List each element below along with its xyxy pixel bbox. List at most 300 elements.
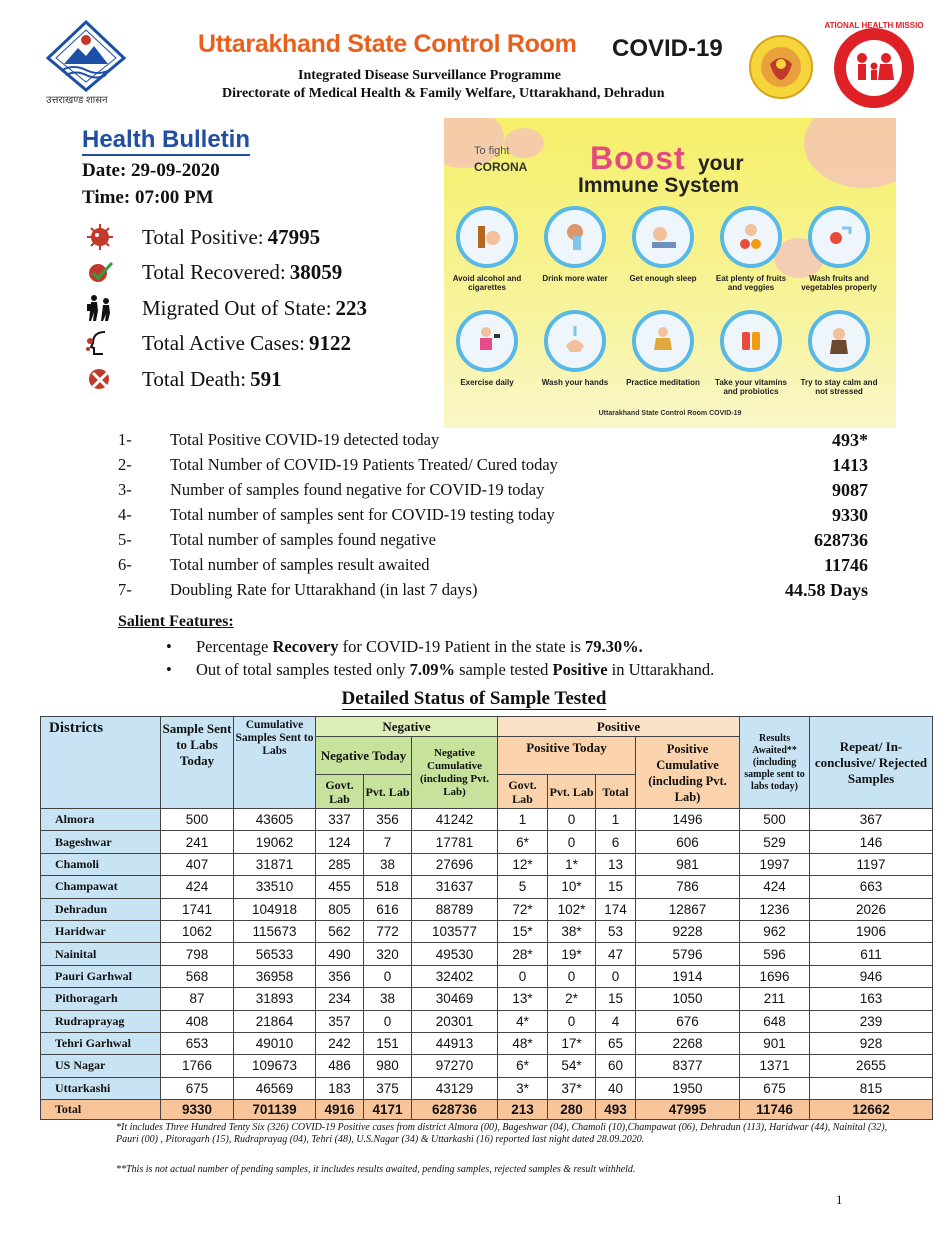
- vitamins-icon: [720, 310, 782, 372]
- cell: 280: [548, 1100, 596, 1120]
- poster-boost: Boost: [590, 140, 686, 176]
- cell: 15*: [498, 920, 548, 942]
- summary-item: [118, 455, 868, 479]
- summary-item: [118, 430, 868, 454]
- cell: 241: [161, 831, 234, 853]
- cell: 9228: [636, 920, 740, 942]
- tip-sleep: [620, 206, 706, 283]
- covid-badge: [612, 35, 723, 63]
- poster-immune-system: Immune System: [578, 174, 740, 197]
- cell: 37*: [548, 1077, 596, 1099]
- cell: 980: [364, 1055, 412, 1077]
- bullet-text: in Uttarakhand.: [607, 660, 715, 679]
- header-subtitle-directorate: Directorate of Medical Health & Family Welfare, Uttarakhand, Dehradun: [222, 86, 665, 101]
- cell: 1914: [636, 965, 740, 987]
- cell: 653: [161, 1032, 234, 1054]
- wash-hands-icon: [544, 310, 606, 372]
- cell: 104918: [234, 898, 316, 920]
- idsp-logo: [748, 34, 814, 100]
- cell: 798: [161, 943, 234, 965]
- cell: 32402: [412, 965, 498, 987]
- item-text: Doubling Rate for Uttarakhand (in last 7 days): [170, 580, 478, 599]
- item-value: 493*: [832, 430, 868, 450]
- stat-label: Total Active Cases:: [142, 330, 305, 355]
- summary-item: [118, 580, 868, 604]
- cell: 151: [364, 1032, 412, 1054]
- district-name: Champawat: [41, 876, 161, 898]
- cell: 375: [364, 1077, 412, 1099]
- col-pos-pvt-lab: Pvt. Lab: [548, 775, 596, 809]
- drink-water-icon: [544, 206, 606, 268]
- cell: 0: [548, 1010, 596, 1032]
- cell: 1050: [636, 988, 740, 1010]
- cell: 56533: [234, 943, 316, 965]
- table-row: [41, 1055, 933, 1077]
- stat-label: Total Recovered:: [142, 259, 286, 284]
- col-cumulative-sent: Cumulative Samples Sent to Labs: [234, 717, 316, 809]
- poster-to-fight: To fight: [474, 145, 510, 157]
- tip-exercise: [444, 310, 530, 387]
- cell: 529: [740, 831, 810, 853]
- cell: 6*: [498, 831, 548, 853]
- cell: 47995: [636, 1100, 740, 1120]
- cell: 31871: [234, 853, 316, 875]
- control-room-title: Uttarakhand State Control Room: [198, 30, 577, 58]
- cell: 6: [596, 831, 636, 853]
- cell: 40: [596, 1077, 636, 1099]
- item-number: 5-: [118, 530, 132, 549]
- salient-bullet-positivity: [170, 660, 714, 680]
- exercise-icon: [456, 310, 518, 372]
- cell: 54*: [548, 1055, 596, 1077]
- bulletin-time: Time: 07:00 PM: [82, 187, 214, 208]
- cell: 2268: [636, 1032, 740, 1054]
- item-value: 9330: [832, 505, 868, 525]
- tip-vitamins: [708, 310, 794, 396]
- tip-label: Avoid alcohol and cigarettes: [452, 274, 522, 292]
- summary-item: [118, 505, 868, 529]
- cell: 424: [161, 876, 234, 898]
- cell: 43129: [412, 1077, 498, 1099]
- cell: 490: [316, 943, 364, 965]
- cell: 5796: [636, 943, 740, 965]
- district-name: US Nagar: [41, 1055, 161, 1077]
- cell: 1496: [636, 809, 740, 831]
- cell: 1197: [810, 853, 933, 875]
- tip-drink-water: [532, 206, 618, 283]
- cell: 1950: [636, 1077, 740, 1099]
- cell: 49010: [234, 1032, 316, 1054]
- tip-label: Drink more water: [542, 274, 608, 283]
- positivity-percent: 7.09%: [409, 660, 455, 679]
- cell: 10*: [548, 876, 596, 898]
- bullet-text: Percentage: [196, 637, 273, 656]
- summary-item: [118, 555, 868, 579]
- cell: 38*: [548, 920, 596, 942]
- cell: 28*: [498, 943, 548, 965]
- table-title-text: Detailed Status of Sample Tested: [341, 688, 607, 709]
- cell: 15: [596, 988, 636, 1010]
- district-name: Almora: [41, 809, 161, 831]
- cell: 367: [810, 809, 933, 831]
- table-row: [41, 1077, 933, 1099]
- cell: 596: [740, 943, 810, 965]
- cell: 518: [364, 876, 412, 898]
- col-neg-govt-lab: Govt. Lab: [316, 775, 364, 809]
- cell: 1696: [740, 965, 810, 987]
- cell: 356: [316, 965, 364, 987]
- stat-label: Total Death:: [142, 366, 247, 391]
- cell: 17781: [412, 831, 498, 853]
- stat-total-recovered: [80, 257, 342, 287]
- tip-stay-calm: [796, 310, 882, 396]
- tip-label: Try to stay calm and not stressed: [800, 378, 878, 396]
- tip-wash-vegetables: [796, 206, 882, 292]
- cell: 4*: [498, 1010, 548, 1032]
- cell: 1062: [161, 920, 234, 942]
- item-text: Total number of samples found negative: [170, 530, 436, 549]
- cell: 0: [548, 965, 596, 987]
- cell: 6*: [498, 1055, 548, 1077]
- cell: 493: [596, 1100, 636, 1120]
- stat-active-cases: [80, 328, 351, 358]
- cell: 675: [740, 1077, 810, 1099]
- table-row: [41, 853, 933, 875]
- cough-head-icon: [80, 328, 120, 358]
- col-positive-cumulative: Positive Cumulative (including Pvt. Lab): [636, 737, 740, 809]
- meditation-icon: [632, 310, 694, 372]
- cell: 616: [364, 898, 412, 920]
- cell: 20301: [412, 1010, 498, 1032]
- cell: 211: [740, 988, 810, 1010]
- col-neg-pvt-lab: Pvt. Lab: [364, 775, 412, 809]
- cell: 65: [596, 1032, 636, 1054]
- stat-value: 591: [250, 366, 282, 391]
- cell: 47: [596, 943, 636, 965]
- cell: 408: [161, 1010, 234, 1032]
- cell: 663: [810, 876, 933, 898]
- cell: 772: [364, 920, 412, 942]
- stat-total-death: [80, 364, 282, 394]
- cell: 805: [316, 898, 364, 920]
- col-negative-today: Negative Today: [316, 737, 412, 775]
- item-text: Total number of samples sent for COVID-19 testing today: [170, 505, 555, 524]
- cell: 4171: [364, 1100, 412, 1120]
- col-districts: Districts: [41, 717, 161, 809]
- bullet-text: sample tested: [454, 660, 553, 679]
- col-negative: Negative: [316, 717, 498, 737]
- district-name: Rudraprayag: [41, 1010, 161, 1032]
- cell: 109673: [234, 1055, 316, 1077]
- cell: 88789: [412, 898, 498, 920]
- cell: 0: [498, 965, 548, 987]
- cell: 648: [740, 1010, 810, 1032]
- cell: 2655: [810, 1055, 933, 1077]
- col-negative-cumulative: Negative Cumulative (including Pvt. Lab): [412, 737, 498, 809]
- cell: 33510: [234, 876, 316, 898]
- table-row: [41, 943, 933, 965]
- item-value: 1413: [832, 455, 868, 475]
- cell: 946: [810, 965, 933, 987]
- stat-label: Total Positive:: [142, 224, 264, 249]
- cell: 146: [810, 831, 933, 853]
- cell: 0: [548, 831, 596, 853]
- tip-label: Wash fruits and vegetables properly: [801, 274, 877, 292]
- table-row: [41, 876, 933, 898]
- cell: 962: [740, 920, 810, 942]
- col-positive-today: Positive Today: [498, 737, 636, 775]
- cell: 44913: [412, 1032, 498, 1054]
- item-value: 628736: [814, 530, 868, 550]
- tip-label: Take your vitamins and probiotics: [715, 378, 787, 396]
- cell: 407: [161, 853, 234, 875]
- cell: 97270: [412, 1055, 498, 1077]
- stat-value: 223: [335, 295, 368, 320]
- cell: 701139: [234, 1100, 316, 1120]
- cell: 17*: [548, 1032, 596, 1054]
- cell: 815: [810, 1077, 933, 1099]
- cell: 38: [364, 988, 412, 1010]
- poster-footer: Uttarakhand State Control Room COVID-19: [598, 410, 742, 417]
- cell: 2*: [548, 988, 596, 1010]
- poster-your: your: [698, 152, 744, 175]
- cell: 19062: [234, 831, 316, 853]
- cell: 0: [364, 1010, 412, 1032]
- cell: 786: [636, 876, 740, 898]
- cell: 285: [316, 853, 364, 875]
- bullet-bold: Positive: [552, 660, 608, 679]
- cell: 48*: [498, 1032, 548, 1054]
- cell: 213: [498, 1100, 548, 1120]
- cell: 31893: [234, 988, 316, 1010]
- cell: 43605: [234, 809, 316, 831]
- cell: 1: [596, 809, 636, 831]
- cell: 239: [810, 1010, 933, 1032]
- district-name: Nainital: [41, 943, 161, 965]
- cell: 7: [364, 831, 412, 853]
- item-value: 9087: [832, 480, 868, 500]
- cell: 1*: [548, 853, 596, 875]
- stat-value: 38059: [289, 259, 343, 284]
- stat-value: 9122: [309, 330, 351, 355]
- table-title: [0, 688, 948, 710]
- item-number: 7-: [118, 580, 132, 599]
- cell: 21864: [234, 1010, 316, 1032]
- col-pos-total: Total: [596, 775, 636, 809]
- cell: 38: [364, 853, 412, 875]
- table-row: [41, 1032, 933, 1054]
- cell: 5: [498, 876, 548, 898]
- item-number: 6-: [118, 555, 132, 574]
- district-name: Haridwar: [41, 920, 161, 942]
- bullet-bold: Recovery: [272, 637, 339, 656]
- wash-vegetables-icon: [808, 206, 870, 268]
- cell: 174: [596, 898, 636, 920]
- cell: 901: [740, 1032, 810, 1054]
- cell: 124: [316, 831, 364, 853]
- table-total-row: [41, 1100, 933, 1120]
- cell: 1997: [740, 853, 810, 875]
- immune-poster: [444, 118, 896, 428]
- cell: 424: [740, 876, 810, 898]
- cell: 36958: [234, 965, 316, 987]
- total-label: Total: [41, 1100, 161, 1120]
- cell: 72*: [498, 898, 548, 920]
- cell: 357: [316, 1010, 364, 1032]
- header-subtitle-idsp: Integrated Disease Surveillance Programme: [298, 68, 561, 83]
- cell: 115673: [234, 920, 316, 942]
- cell: 9330: [161, 1100, 234, 1120]
- summary-item: [118, 530, 868, 554]
- nhm-logo: [824, 18, 924, 118]
- bullet-text: Out of total samples tested only: [196, 660, 410, 679]
- cell: 12*: [498, 853, 548, 875]
- cell: 675: [161, 1077, 234, 1099]
- poster-corona: CORONA: [474, 160, 528, 174]
- cell: 1766: [161, 1055, 234, 1077]
- salient-bullet-recovery: [170, 637, 643, 657]
- page-number: 1: [836, 1192, 843, 1207]
- cell: 30469: [412, 988, 498, 1010]
- table-row: [41, 1010, 933, 1032]
- cell: 0: [596, 965, 636, 987]
- recovered-check-icon: [80, 257, 120, 287]
- cell: 676: [636, 1010, 740, 1032]
- cell: 1371: [740, 1055, 810, 1077]
- cell: 3*: [498, 1077, 548, 1099]
- district-name: Dehradun: [41, 898, 161, 920]
- table-row: [41, 809, 933, 831]
- cell: 500: [161, 809, 234, 831]
- cell: 103577: [412, 920, 498, 942]
- item-number: 2-: [118, 455, 132, 474]
- cell: 4916: [316, 1100, 364, 1120]
- district-name: Tehri Garhwal: [41, 1032, 161, 1054]
- migrating-people-icon: [80, 293, 120, 323]
- district-name: Uttarkashi: [41, 1077, 161, 1099]
- cell: 60: [596, 1055, 636, 1077]
- col-positive: Positive: [498, 717, 740, 737]
- stay-calm-icon: [808, 310, 870, 372]
- item-value: 11746: [823, 555, 868, 575]
- tip-label: Exercise daily: [460, 378, 514, 387]
- tip-avoid-alcohol: [444, 206, 530, 292]
- cell: 19*: [548, 943, 596, 965]
- tip-label: Eat plenty of fruits and veggies: [715, 274, 787, 292]
- cell: 500: [740, 809, 810, 831]
- tip-meditation: [620, 310, 706, 387]
- item-text: Total Positive COVID-19 detected today: [170, 430, 440, 449]
- table-row: [41, 898, 933, 920]
- stat-total-positive: [80, 222, 320, 252]
- footnote-pending-samples: **This is not actual number of pending samples, it includes results awaited, pending samples, rejected samples & result withheld.: [116, 1164, 636, 1175]
- covid-badge-text: COVID-19: [612, 35, 723, 62]
- tip-fruits-veggies: [708, 206, 794, 292]
- table-row: [41, 965, 933, 987]
- cell: 928: [810, 1032, 933, 1054]
- state-logo-caption: उत्तराखण्ड शासन: [46, 95, 108, 106]
- cell: 8377: [636, 1055, 740, 1077]
- bulletin-title: Health Bulletin: [82, 126, 250, 156]
- cell: 562: [316, 920, 364, 942]
- cell: 234: [316, 988, 364, 1010]
- stat-label: Migrated Out of State:: [142, 295, 332, 320]
- cell: 356: [364, 809, 412, 831]
- cell: 242: [316, 1032, 364, 1054]
- cell: 0: [548, 809, 596, 831]
- col-pos-govt-lab: Govt. Lab: [498, 775, 548, 809]
- sample-status-table: [40, 716, 933, 1120]
- table-row: [41, 831, 933, 853]
- cell: 2026: [810, 898, 933, 920]
- cell: 102*: [548, 898, 596, 920]
- cell: 15: [596, 876, 636, 898]
- cell: 31637: [412, 876, 498, 898]
- cell: 0: [364, 965, 412, 987]
- district-name: Pithoragarh: [41, 988, 161, 1010]
- col-repeat-rejected: Repeat/ In-conclusive/ Rejected Samples: [810, 717, 933, 809]
- cell: 486: [316, 1055, 364, 1077]
- item-text: Total number of samples result awaited: [170, 555, 430, 574]
- tip-label: Wash your hands: [541, 378, 609, 387]
- district-name: Chamoli: [41, 853, 161, 875]
- tip-wash-hands: [532, 310, 618, 387]
- cell: 568: [161, 965, 234, 987]
- no-alcohol-icon: [456, 206, 518, 268]
- item-number: 4-: [118, 505, 132, 524]
- col-sent-today: Sample Sent to Labs Today: [161, 717, 234, 809]
- sleep-icon: [632, 206, 694, 268]
- stat-value: 47995: [267, 224, 321, 249]
- item-number: 1-: [118, 430, 132, 449]
- bullet-text: for COVID-19 Patient in the state is: [338, 637, 586, 656]
- virus-icon: [80, 222, 120, 252]
- cell: 12867: [636, 898, 740, 920]
- cell: 12662: [810, 1100, 933, 1120]
- cell: 628736: [412, 1100, 498, 1120]
- cell: 13*: [498, 988, 548, 1010]
- cell: 1741: [161, 898, 234, 920]
- col-results-awaited: Results Awaited** (including sample sent to labs today): [740, 717, 810, 809]
- cell: 11746: [740, 1100, 810, 1120]
- cell: 53: [596, 920, 636, 942]
- summary-item: [118, 480, 868, 504]
- cell: 1236: [740, 898, 810, 920]
- item-text: Number of samples found negative for COVID-19 today: [170, 480, 545, 499]
- cell: 320: [364, 943, 412, 965]
- cell: 41242: [412, 809, 498, 831]
- item-text: Total Number of COVID-19 Patients Treated/ Cured today: [170, 455, 558, 474]
- cell: 4: [596, 1010, 636, 1032]
- district-name: Pauri Garhwal: [41, 965, 161, 987]
- cell: 611: [810, 943, 933, 965]
- district-name: Bageshwar: [41, 831, 161, 853]
- tip-label: Get enough sleep: [629, 274, 697, 283]
- cell: 1: [498, 809, 548, 831]
- tip-label: Practice meditation: [626, 378, 700, 387]
- virus-cross-icon: [80, 364, 120, 394]
- stat-migrated: [80, 293, 367, 323]
- cell: 46569: [234, 1077, 316, 1099]
- bulletin-date: Date: 29-09-2020: [82, 160, 220, 181]
- cell: 49530: [412, 943, 498, 965]
- cell: 163: [810, 988, 933, 1010]
- cell: 183: [316, 1077, 364, 1099]
- footnote-positive-cases: *It includes Three Hundred Tenty Six (326) COVID-19 Positive cases from district Almora (00), Bageshwar (04), Chamoli (10),Champawat (06), Dehradun (113), Haridwar (44), Nainital (32), Pauri (00) , Pitoragarh (15), Rudraprayag (04), Tehri (48), U.S.Nagar (34) & Uttarkashi (16) reported last night dated 28.09.2020.: [116, 1122, 888, 1145]
- cell: 606: [636, 831, 740, 853]
- table-row: [41, 988, 933, 1010]
- table-row: [41, 920, 933, 942]
